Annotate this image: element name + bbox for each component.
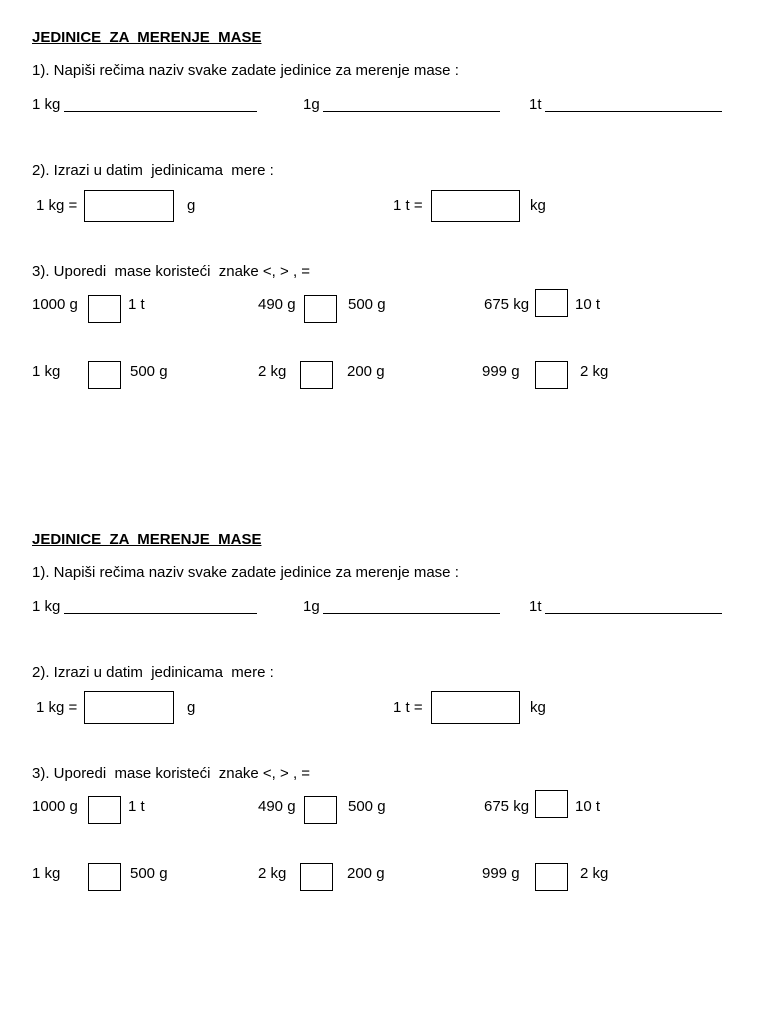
q3-r1-c1-answer-box[interactable] xyxy=(88,295,121,323)
q3-r1-c1-right: 1 t xyxy=(128,798,145,815)
q1-answer-line-t[interactable] xyxy=(545,613,722,614)
q2-right-answer-box[interactable] xyxy=(431,190,520,222)
q3-r2-c1-right: 500 g xyxy=(130,865,168,882)
q2-right-prefix: 1 t = xyxy=(393,197,423,214)
q3-r2-c3-answer-box[interactable] xyxy=(535,863,568,891)
q1-item-t: 1t xyxy=(529,598,542,615)
q2-prompt: 2). Izrazi u datim jedinicama mere : xyxy=(32,664,274,681)
q1-answer-line-kg[interactable] xyxy=(64,613,257,614)
q2-left-unit: g xyxy=(187,699,196,716)
q1-item-kg: 1 kg xyxy=(32,96,61,113)
q2-left-unit: g xyxy=(187,197,196,214)
q3-r1-c2-answer-box[interactable] xyxy=(304,796,337,824)
q1-answer-line-kg[interactable] xyxy=(64,111,257,112)
q3-r1-c2-answer-box[interactable] xyxy=(304,295,337,323)
q3-r1-c1-left: 1000 g xyxy=(32,798,78,815)
q3-r2-c2-answer-box[interactable] xyxy=(300,361,333,389)
q2-left-prefix: 1 kg = xyxy=(36,699,78,716)
q3-r1-c3-left: 675 kg xyxy=(484,296,530,313)
q2-right-answer-box[interactable] xyxy=(431,691,520,724)
q3-prompt: 3). Uporedi mase koristeći znake <, > , = xyxy=(32,263,311,280)
q3-r2-c2-right: 200 g xyxy=(347,865,385,882)
q3-r2-c3-answer-box[interactable] xyxy=(535,361,568,389)
worksheet-copy-1 xyxy=(0,0,768,500)
q3-r2-c1-left: 1 kg xyxy=(32,865,61,882)
q1-item-kg: 1 kg xyxy=(32,598,61,615)
q3-r2-c3-right: 2 kg xyxy=(580,363,609,380)
q3-r2-c1-left: 1 kg xyxy=(32,363,61,380)
q1-item-g: 1g xyxy=(303,96,320,113)
q3-r2-c2-answer-box[interactable] xyxy=(300,863,333,891)
q3-r1-c2-left: 490 g xyxy=(258,798,296,815)
q3-r1-c2-right: 500 g xyxy=(348,296,386,313)
q3-r2-c2-left: 2 kg xyxy=(258,865,287,882)
q3-r1-c1-left: 1000 g xyxy=(32,296,78,313)
q3-r2-c3-left: 999 g xyxy=(482,363,520,380)
q3-r2-c2-right: 200 g xyxy=(347,363,385,380)
q3-r1-c3-right: 10 t xyxy=(575,798,601,815)
worksheet-title: JEDINICE ZA MERENJE MASE xyxy=(32,29,262,46)
q3-r1-c2-left: 490 g xyxy=(258,296,296,313)
q2-right-unit: kg xyxy=(530,699,546,716)
q3-r1-c2-right: 500 g xyxy=(348,798,386,815)
q3-r2-c2-left: 2 kg xyxy=(258,363,287,380)
q3-r2-c3-left: 999 g xyxy=(482,865,520,882)
q3-r1-c3-answer-box[interactable] xyxy=(535,790,568,818)
q3-r2-c1-right: 500 g xyxy=(130,363,168,380)
q1-item-t: 1t xyxy=(529,96,542,113)
worksheet-title: JEDINICE ZA MERENJE MASE xyxy=(32,531,262,548)
q3-r1-c3-right: 10 t xyxy=(575,296,601,313)
q2-left-answer-box[interactable] xyxy=(84,691,174,724)
q1-prompt: 1). Napiši rečima naziv svake zadate jedinice za merenje mase : xyxy=(32,62,459,79)
q3-r1-c1-answer-box[interactable] xyxy=(88,796,121,824)
q1-answer-line-g[interactable] xyxy=(323,111,500,112)
q3-r1-c1-right: 1 t xyxy=(128,296,145,313)
q3-prompt: 3). Uporedi mase koristeći znake <, > , = xyxy=(32,765,311,782)
q3-r2-c1-answer-box[interactable] xyxy=(88,863,121,891)
q1-answer-line-g[interactable] xyxy=(323,613,500,614)
q1-prompt: 1). Napiši rečima naziv svake zadate jedinice za merenje mase : xyxy=(32,564,459,581)
q2-left-prefix: 1 kg = xyxy=(36,197,78,214)
q2-right-unit: kg xyxy=(530,197,546,214)
q3-r1-c3-answer-box[interactable] xyxy=(535,289,568,317)
q1-answer-line-t[interactable] xyxy=(545,111,722,112)
q1-item-g: 1g xyxy=(303,598,320,615)
worksheet-copy-2 xyxy=(0,502,768,1002)
q2-prompt: 2). Izrazi u datim jedinicama mere : xyxy=(32,162,274,179)
q3-r2-c3-right: 2 kg xyxy=(580,865,609,882)
q2-left-answer-box[interactable] xyxy=(84,190,174,222)
q2-right-prefix: 1 t = xyxy=(393,699,423,716)
q3-r1-c3-left: 675 kg xyxy=(484,798,530,815)
q3-r2-c1-answer-box[interactable] xyxy=(88,361,121,389)
